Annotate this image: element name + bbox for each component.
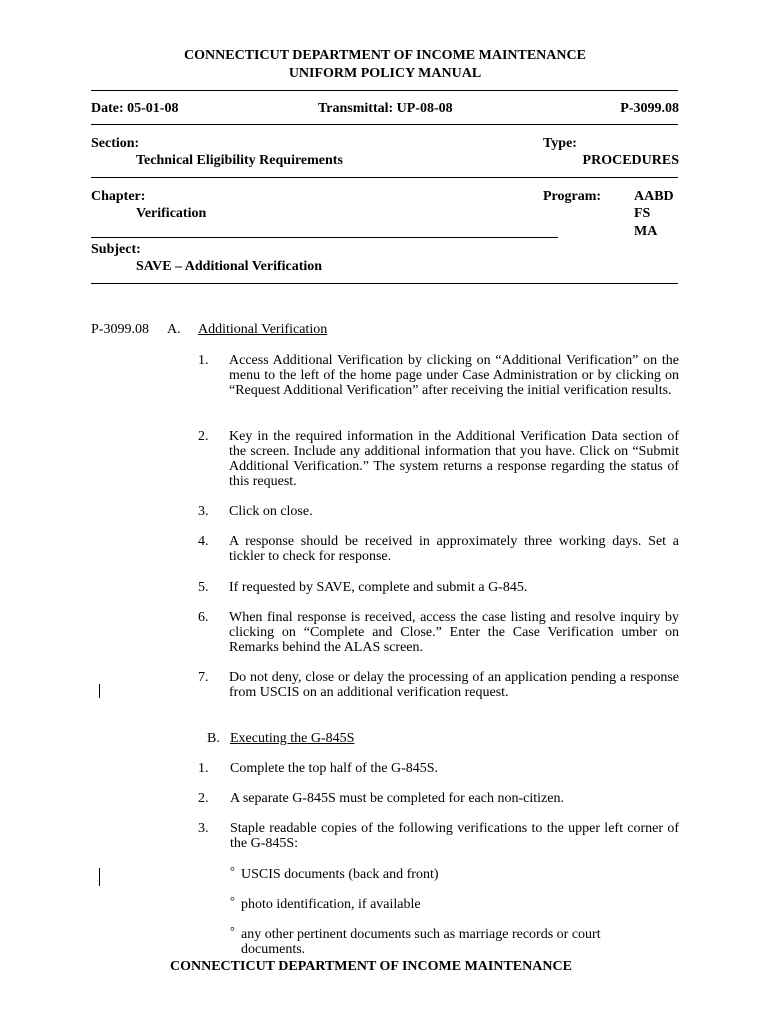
list-item-text: If requested by SAVE, complete and submit a G-845.	[229, 580, 528, 595]
list-item-text: Do not deny, close or delay the processing of an application pending a response from USCIS on an additional verification request.	[229, 670, 679, 700]
list-item-number: 2.	[198, 429, 209, 444]
list-item-text: Key in the required information in the Additional Verification Data section of the screen. Include any additional information that you have. Click on “Submit Additional Verification.” The system returns a response regarding the status of this request.	[229, 429, 679, 489]
list-item-number: 5.	[198, 580, 209, 595]
divider	[91, 124, 678, 125]
list-item-text: Access Additional Verification by clicking on “Additional Verification” on the menu to the left of the home page under Case Administration or by clicking on “Request Additional Verification” after receiving the initial verification results.	[229, 353, 679, 398]
list-item-text: Complete the top half of the G-845S.	[230, 761, 439, 776]
section-a-letter: A.	[167, 322, 181, 337]
divider	[91, 283, 678, 284]
type-label: Type:	[543, 136, 577, 151]
divider	[91, 237, 558, 238]
list-item-text: Staple readable copies of the following verifications to the upper left corner of the G-845S:	[230, 821, 679, 851]
chapter-value: Verification	[136, 206, 207, 221]
bullet-item-text: photo identification, if available	[241, 897, 421, 912]
program-item: FS	[634, 206, 651, 221]
degree-bullet-icon: °	[230, 924, 235, 938]
program-item: MA	[634, 224, 658, 239]
list-item-text: When final response is received, access the case listing and resolve inquiry by clicking on “Complete and Close.” Enter the Case Verification umber on Remarks behind the ALAS screen.	[229, 610, 679, 655]
degree-bullet-icon: °	[230, 894, 235, 908]
program-label: Program:	[543, 189, 602, 204]
document-header-manual: UNIFORM POLICY MANUAL	[288, 66, 482, 81]
document-footer-agency: CONNECTICUT DEPARTMENT OF INCOME MAINTENANCE	[170, 959, 572, 974]
section-label: Section:	[91, 136, 140, 151]
bullet-item-text: USCIS documents (back and front)	[241, 867, 439, 882]
list-item-number: 3.	[198, 504, 209, 519]
list-item-text: A separate G-845S must be completed for each non-citizen.	[230, 791, 564, 806]
list-item-number: 6.	[198, 610, 209, 625]
revision-bar	[99, 868, 100, 886]
section-value: Technical Eligibility Requirements	[136, 153, 343, 168]
section-a-title: Additional Verification	[198, 322, 328, 337]
page-id: P-3099.08	[620, 101, 679, 116]
section-b-title: Executing the G-845S	[230, 731, 355, 746]
chapter-label: Chapter:	[91, 189, 146, 204]
list-item-number: 3.	[198, 821, 209, 836]
section-b-letter: B.	[207, 731, 220, 746]
paragraph-id: P-3099.08	[91, 322, 149, 337]
list-item-text: Click on close.	[229, 504, 313, 519]
subject-label: Subject:	[91, 242, 141, 257]
degree-bullet-icon: °	[230, 864, 235, 878]
list-item-number: 1.	[198, 353, 209, 368]
list-item-number: 4.	[198, 534, 209, 549]
type-value: PROCEDURES	[582, 153, 679, 168]
list-item-number: 1.	[198, 761, 209, 776]
document-header-agency: CONNECTICUT DEPARTMENT OF INCOME MAINTENANCE	[184, 48, 586, 63]
bullet-item-text: any other pertinent documents such as marriage records or court documents.	[241, 927, 601, 957]
program-item: AABD	[634, 189, 674, 204]
revision-bar	[99, 684, 100, 698]
divider	[91, 90, 678, 91]
transmittal-field: Transmittal: UP-08-08	[318, 101, 453, 116]
list-item-number: 7.	[198, 670, 209, 685]
subject-value: SAVE – Additional Verification	[136, 259, 323, 274]
divider	[91, 177, 678, 178]
list-item-text: A response should be received in approximately three working days. Set a tickler to check for response.	[229, 534, 679, 564]
list-item-number: 2.	[198, 791, 209, 806]
date-field: Date: 05-01-08	[91, 101, 179, 116]
